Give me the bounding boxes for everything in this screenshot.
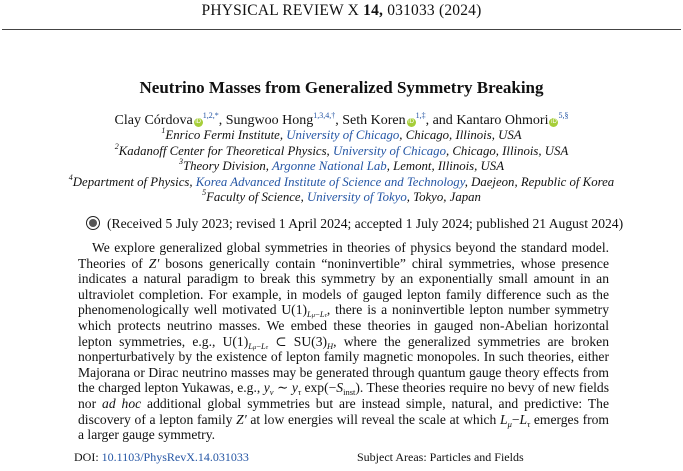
- affiliation: $^5$Faculty of Science, University of Tokyo, Tokyo, Japan: [202, 188, 481, 204]
- affiliation-link[interactable]: Argonne National Lab: [271, 159, 387, 173]
- journal-volume: 14,: [363, 2, 384, 19]
- affiliation-link[interactable]: University of Tokyo: [306, 190, 407, 204]
- subject-label: Subject Areas:: [357, 450, 427, 464]
- orcid-icon[interactable]: iD: [408, 119, 414, 125]
- doi-label: DOI:: [74, 450, 99, 464]
- doi-link[interactable]: 10.1103/PhysRevX.14.031033: [101, 450, 249, 464]
- subject-value[interactable]: Particles and Fields: [429, 450, 524, 464]
- doi: [74, 450, 249, 465]
- journal-header: [0, 2, 683, 20]
- author-sup[interactable]: 1,‡: [415, 111, 426, 120]
- header-rule: [2, 29, 681, 30]
- journal-name: PHYSICAL REVIEW X: [201, 2, 360, 19]
- affiliation-link[interactable]: University of Chicago: [286, 128, 400, 142]
- author-list: Clay Córdova $iD^{1,2,*}$, Sungwoo Hong$^{1,3,4,\dagger}$, Seth Koren $iD^{1,\ddagger}$, and Kantaro Ohmori $iD^{5,\S}$: [114, 111, 569, 128]
- author-name[interactable]: Kantaro Ohmori: [456, 113, 549, 128]
- abstract-text: We explore generalized global symmetries in theories of physics beyond the standard model. Theories of Z′ bosons generically contain “noninvertible” chiral symmetries, whose presence indicates a natural paradigm to break this symmetry by an exponentially small amount in an ultraviolet completion. For example, in models of gauged lepton family difference such as the phenomenologically well motivated $U(1)_{L\mu-L\tau}$, there is a noninvertible lepton number symmetry which protects neutrino masses. We embed these theories in gauged non-Abelian horizontal lepton symmetries, e.g., $U(1)_{L\mu-L\tau}$ ⊂ $SU(3)_H$, where the generalized symmetries are broken nonperturbatively by the existence of lepton family magnetic monopoles. In such theories, either Majorana or Dirac neutrino masses may be generated through quantum gauge theory effects from the charged lepton Yukawas, e.g., $y_\nu$ ∼ $y_\tau$ $\exp(-S_{inst})$. These theories require no bevy of new fields nor ad hoc additional global symmetries but are instead simple, natural, and predictive: The discovery of a lepton family Z′ at low energies will reveal the scale at which $L_\mu-L_\tau$ emerges from a larger gauge symmetry.: [78, 240, 609, 443]
- orcid-icon[interactable]: iD: [551, 119, 557, 125]
- affiliation-link[interactable]: Korea Advanced Institute of Science and Technology: [195, 174, 465, 189]
- orcid-icon[interactable]: iD: [195, 119, 202, 125]
- author-name[interactable]: Seth Koren: [342, 113, 406, 128]
- author-name[interactable]: Sungwoo Hong: [225, 113, 314, 128]
- author-sup[interactable]: 5,§: [558, 111, 569, 120]
- affiliation: $^3$Theory Division, Argonne National Lab, Lemont, Illinois, USA: [178, 157, 505, 173]
- author-sup[interactable]: 1,3,4,†: [313, 111, 336, 120]
- received-dates: (Received 5 July 2023; revised 1 April 2024; accepted 1 July 2024; published 21 August 2024): [86, 216, 623, 232]
- open-access-icon[interactable]: [86, 216, 100, 230]
- affiliation: $^4$Department of Physics, Korea Advanced Institute of Science and Technology, Daejeon, Republic of Korea: [68, 172, 615, 189]
- author-name[interactable]: Clay Córdova: [114, 113, 193, 128]
- affiliation: $^2$Kadanoff Center for Theoretical Physics, University of Chicago, Chicago, Illinois, USA: [114, 141, 569, 158]
- affiliation-link[interactable]: University of Chicago: [332, 143, 446, 158]
- journal-article: 031033 (2024): [387, 2, 482, 19]
- abstract: [78, 240, 609, 443]
- paper-title: Neutrino Masses from Generalized Symmetry Breaking: [139, 78, 544, 97]
- affiliation: $^1$Enrico Fermi Institute, University of Chicago, Chicago, Illinois, USA: [161, 126, 522, 142]
- author-sup[interactable]: 1,2,*: [202, 111, 219, 120]
- affiliations: [0, 128, 683, 206]
- subject-areas: [357, 450, 524, 465]
